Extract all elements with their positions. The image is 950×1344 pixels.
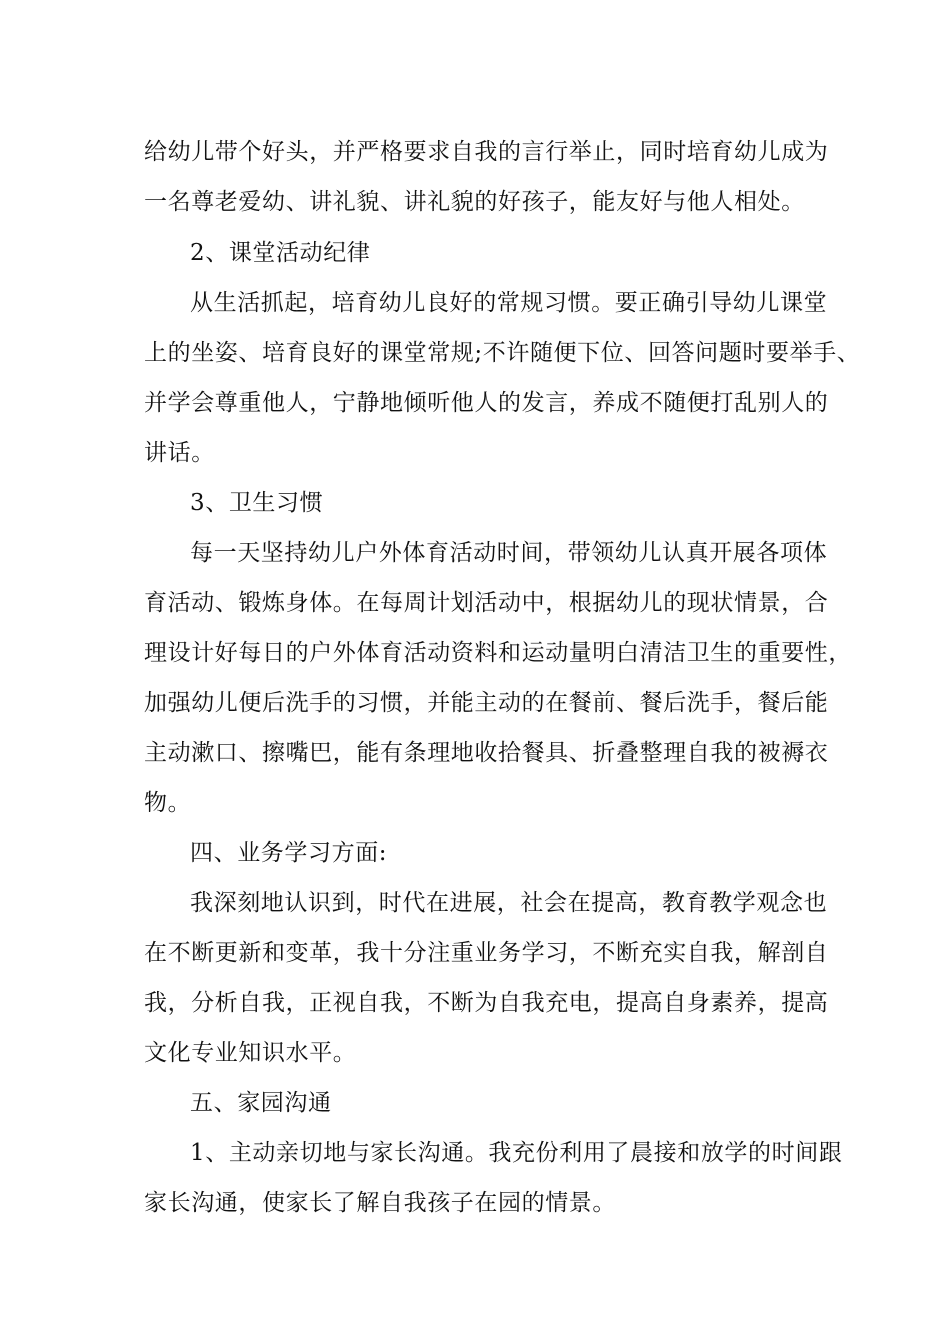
paragraph-line: 讲话。: [144, 440, 215, 466]
paragraph-line: 并学会尊重他人，宁静地倾听他人的发言，养成不随便打乱别人的: [144, 390, 829, 416]
paragraph-line: 给幼儿带个好头，并严格要求自我的言行举止，同时培育幼儿成为: [144, 139, 829, 165]
paragraph-line: 主动漱口、擦嘴巴，能有条理地收拾餐具、折叠整理自我的被褥衣: [144, 740, 829, 766]
section-heading: 四、业务学习方面:: [190, 840, 388, 866]
section-heading: 2、课堂活动纪律: [190, 240, 371, 266]
paragraph-line: 物。: [144, 790, 192, 816]
section-heading: 3、卫生习惯: [190, 490, 324, 516]
paragraph-line: 一名尊老爱幼、讲礼貌、讲礼貌的好孩子，能友好与他人相处。: [144, 189, 805, 215]
paragraph-line: 每一天坚持幼儿户外体育活动时间，带领幼儿认真开展各项体: [190, 540, 828, 566]
paragraph-line: 理设计好每日的户外体育活动资料和运动量明白清洁卫生的重要性，: [144, 640, 852, 666]
paragraph-line: 在不断更新和变革，我十分注重业务学习，不断充实自我，解剖自: [144, 940, 829, 966]
paragraph-line: 家长沟通，使家长了解自我孩子在园的情景。: [144, 1190, 616, 1216]
paragraph-line: 我，分析自我，正视自我，不断为自我充电，提高自身素养，提高: [144, 990, 829, 1016]
paragraph-line: 文化专业知识水平。: [144, 1040, 357, 1066]
paragraph-line: 从生活抓起，培育幼儿良好的常规习惯。要正确引导幼儿课堂: [190, 290, 828, 316]
paragraph-line: 1、主动亲切地与家长沟通。我充份利用了晨接和放学的时间跟: [190, 1140, 843, 1166]
paragraph-line: 我深刻地认识到，时代在进展，社会在提高，教育教学观念也: [190, 890, 828, 916]
paragraph-line: 育活动、锻炼身体。在每周计划活动中，根据幼儿的现状情景，合: [144, 590, 829, 616]
section-heading: 五、家园沟通: [190, 1090, 332, 1116]
paragraph-line: 上的坐姿、培育良好的课堂常规;不许随便下位、回答问题时要举手、: [144, 340, 861, 366]
paragraph-line: 加强幼儿便后洗手的习惯，并能主动的在餐前、餐后洗手，餐后能: [144, 690, 829, 716]
